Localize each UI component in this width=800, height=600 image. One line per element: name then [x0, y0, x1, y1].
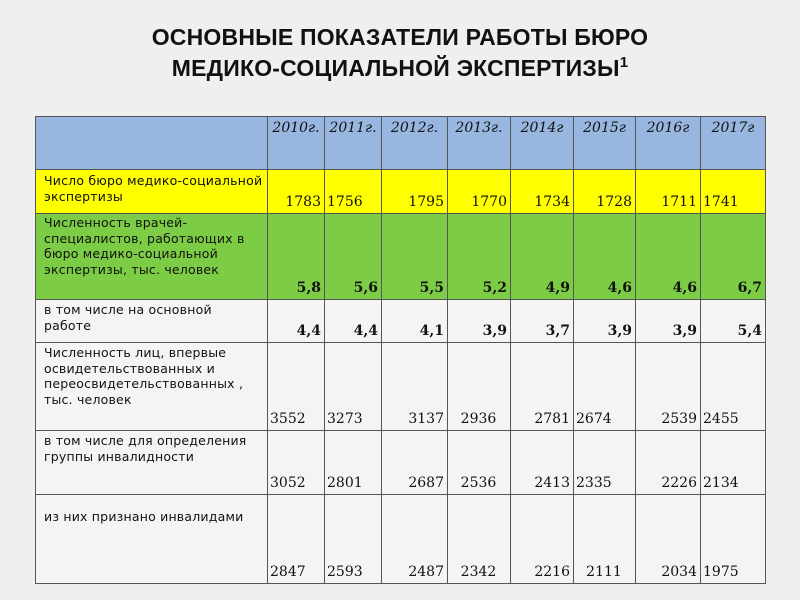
table-cell: 4,4 — [325, 300, 382, 343]
table-cell: 3,9 — [636, 300, 701, 343]
table-cell: 2455 — [701, 343, 766, 431]
table-cell: 5,5 — [382, 214, 448, 300]
table-cell: 1770 — [448, 170, 511, 214]
table-cell: 1734 — [511, 170, 574, 214]
table-header-row — [36, 117, 766, 170]
table-cell: 2593 — [325, 495, 382, 584]
year-header: 2017г — [701, 117, 766, 170]
table-cell: 2539 — [636, 343, 701, 431]
table-cell: 3273 — [325, 343, 382, 431]
table-row-doctors — [36, 214, 766, 300]
table-cell: 3,7 — [511, 300, 574, 343]
table-cell: 1975 — [701, 495, 766, 584]
table-cell: 4,9 — [511, 214, 574, 300]
table-cell: 1783 — [268, 170, 325, 214]
title-line-2-text: МЕДИКО-СОЦИАЛЬНОЙ ЭКСПЕРТИЗЫ — [171, 55, 620, 81]
title-line-2 — [0, 53, 800, 84]
year-header: 2010г. — [268, 117, 325, 170]
table-cell: 3,9 — [574, 300, 636, 343]
table-cell: 2226 — [636, 431, 701, 495]
table-cell: 1741 — [701, 170, 766, 214]
table-cell: 6,7 — [701, 214, 766, 300]
table-cell: 5,6 — [325, 214, 382, 300]
table-cell: 5,2 — [448, 214, 511, 300]
table-cell: 1711 — [636, 170, 701, 214]
table-cell: 2781 — [511, 343, 574, 431]
table-cell: 2134 — [701, 431, 766, 495]
table-cell: 2342 — [448, 495, 511, 584]
table-cell: 2413 — [511, 431, 574, 495]
table-cell: 1795 — [382, 170, 448, 214]
header-corner-cell — [36, 117, 268, 170]
title-line-1: ОСНОВНЫЕ ПОКАЗАТЕЛИ РАБОТЫ БЮРО — [151, 24, 649, 50]
title-footnote: 1 — [619, 54, 629, 71]
row-label: Численность лиц, впервые освидетельствованных и переосвидетельствованных , тыс. человек — [36, 343, 268, 431]
table-cell: 2487 — [382, 495, 448, 584]
table-cell: 3552 — [268, 343, 325, 431]
table-cell: 2936 — [448, 343, 511, 431]
table-cell: 2847 — [268, 495, 325, 584]
table-cell: 2687 — [382, 431, 448, 495]
table-cell: 5,4 — [701, 300, 766, 343]
table-cell: 4,4 — [268, 300, 325, 343]
year-header: 2011г. — [325, 117, 382, 170]
row-label: в том числе для определения группы инвалидности — [36, 431, 268, 495]
table-row-examined — [36, 343, 766, 431]
table-cell: 3,9 — [448, 300, 511, 343]
year-header: 2012г. — [382, 117, 448, 170]
table-cell: 4,6 — [636, 214, 701, 300]
year-header: 2013г. — [448, 117, 511, 170]
table-cell: 4,6 — [574, 214, 636, 300]
row-label: Численность врачей-специалистов, работающих в бюро медико-социальной экспертизы, тыс. человек — [36, 214, 268, 300]
page-title — [0, 22, 800, 84]
row-label: из них признано инвалидами — [36, 495, 268, 584]
table-cell: 5,8 — [268, 214, 325, 300]
table-cell: 2801 — [325, 431, 382, 495]
table-row-doctors-main — [36, 300, 766, 343]
year-header: 2014г — [511, 117, 574, 170]
table-cell: 3137 — [382, 343, 448, 431]
table-row-recognized-disabled — [36, 495, 766, 584]
table-row-bureau-count — [36, 170, 766, 214]
table-cell: 2674 — [574, 343, 636, 431]
table-cell: 1728 — [574, 170, 636, 214]
indicators-table — [35, 116, 766, 584]
table-cell: 2536 — [448, 431, 511, 495]
year-header: 2015г — [574, 117, 636, 170]
table-cell: 3052 — [268, 431, 325, 495]
row-label: в том числе на основной работе — [36, 300, 268, 343]
year-header: 2016г — [636, 117, 701, 170]
table-row-disability-group — [36, 431, 766, 495]
table-cell: 2034 — [636, 495, 701, 584]
row-label: Число бюро медико-социальной экспертизы — [36, 170, 268, 214]
table-cell: 2111 — [574, 495, 636, 584]
table-cell: 2216 — [511, 495, 574, 584]
table-cell: 4,1 — [382, 300, 448, 343]
table-cell: 2335 — [574, 431, 636, 495]
table-cell: 1756 — [325, 170, 382, 214]
